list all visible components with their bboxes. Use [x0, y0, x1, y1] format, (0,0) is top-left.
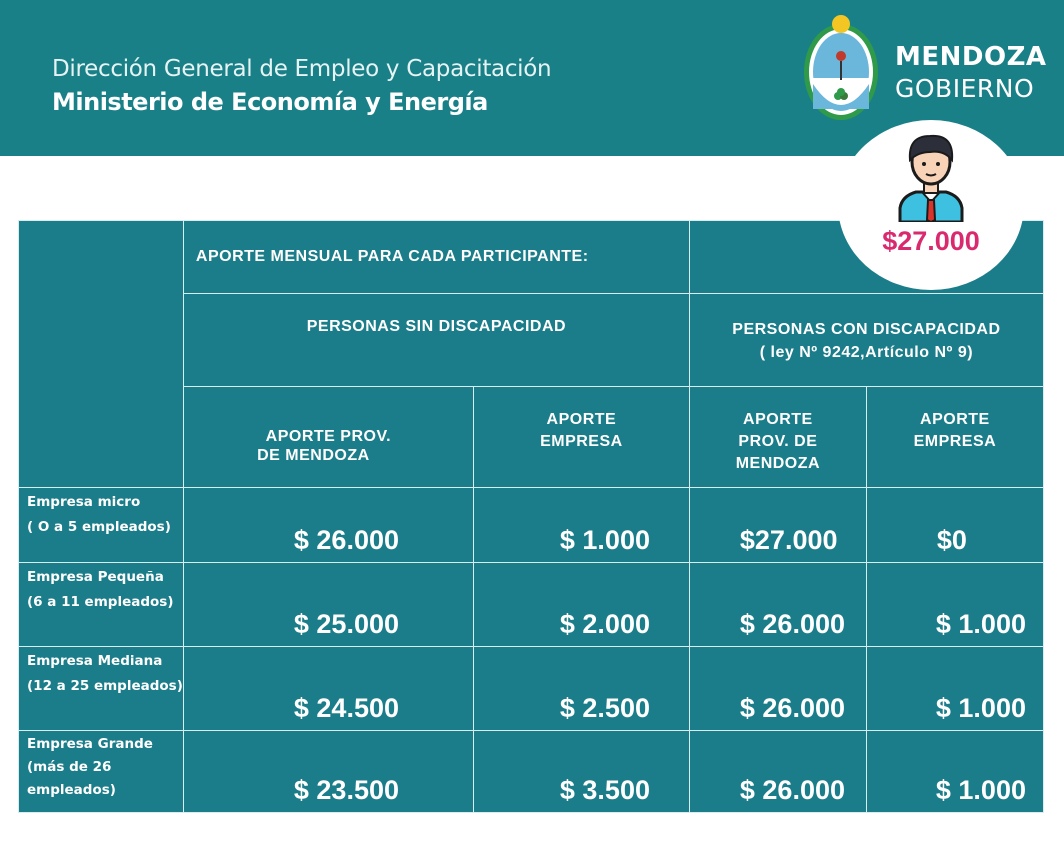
- badge-price: $27.000: [882, 226, 980, 256]
- value-cell: $ 2.500: [473, 647, 689, 731]
- department-name: Dirección General de Empleo y Capacitación: [52, 56, 552, 82]
- logo-title: MENDOZA: [895, 42, 1047, 72]
- group-without-disability: PERSONAS SIN DISCAPACIDAD: [183, 294, 689, 387]
- table-title: APORTE MENSUAL PARA CADA PARTICIPANTE:: [183, 221, 689, 294]
- col-header-prov-without: APORTE PROV. DE MENDOZA: [183, 387, 473, 488]
- value-cell: $ 26.000: [183, 488, 473, 563]
- col-header-company-with: APORTE EMPRESA: [866, 387, 1043, 488]
- value-cell: $ 26.000: [689, 731, 866, 813]
- empty-corner-cell: [19, 221, 184, 488]
- person-icon: [896, 130, 966, 222]
- ministry-name: Ministerio de Economía y Energía: [52, 88, 488, 116]
- price-badge: [838, 120, 1024, 290]
- logo-subtitle: GOBIERNO: [895, 74, 1035, 103]
- value-cell: $ 1.000: [866, 731, 1043, 813]
- value-cell: $ 24.500: [183, 647, 473, 731]
- row-label: Empresa Grande (más de 26 empleados): [19, 731, 184, 813]
- value-cell: $0: [866, 488, 1043, 563]
- table-row: [19, 488, 1044, 563]
- row-label: Empresa Mediana (12 a 25 empleados): [19, 647, 184, 731]
- contribution-table: [18, 220, 1044, 813]
- value-cell: $ 2.000: [473, 563, 689, 647]
- col-header-company-without: APORTE EMPRESA: [473, 387, 689, 488]
- value-cell: $ 25.000: [183, 563, 473, 647]
- group-with-disability: PERSONAS CON DISCAPACIDAD ( ley Nº 9242,Artículo Nº 9): [689, 294, 1043, 387]
- row-label: Empresa Pequeña (6 a 11 empleados): [19, 563, 184, 647]
- mendoza-emblem-icon: [802, 14, 880, 122]
- value-cell: $ 1.000: [866, 563, 1043, 647]
- value-cell: $27.000: [689, 488, 866, 563]
- value-cell: $ 26.000: [689, 647, 866, 731]
- value-cell: $ 3.500: [473, 731, 689, 813]
- value-cell: $ 26.000: [689, 563, 866, 647]
- value-cell: $ 1.000: [473, 488, 689, 563]
- table-row: [19, 731, 1044, 813]
- row-label: Empresa micro ( O a 5 empleados): [19, 488, 184, 563]
- col-header-prov-with: APORTE PROV. DE MENDOZA: [689, 387, 866, 488]
- table-row: [19, 647, 1044, 731]
- value-cell: $ 23.500: [183, 731, 473, 813]
- value-cell: $ 1.000: [866, 647, 1043, 731]
- table-row: [19, 563, 1044, 647]
